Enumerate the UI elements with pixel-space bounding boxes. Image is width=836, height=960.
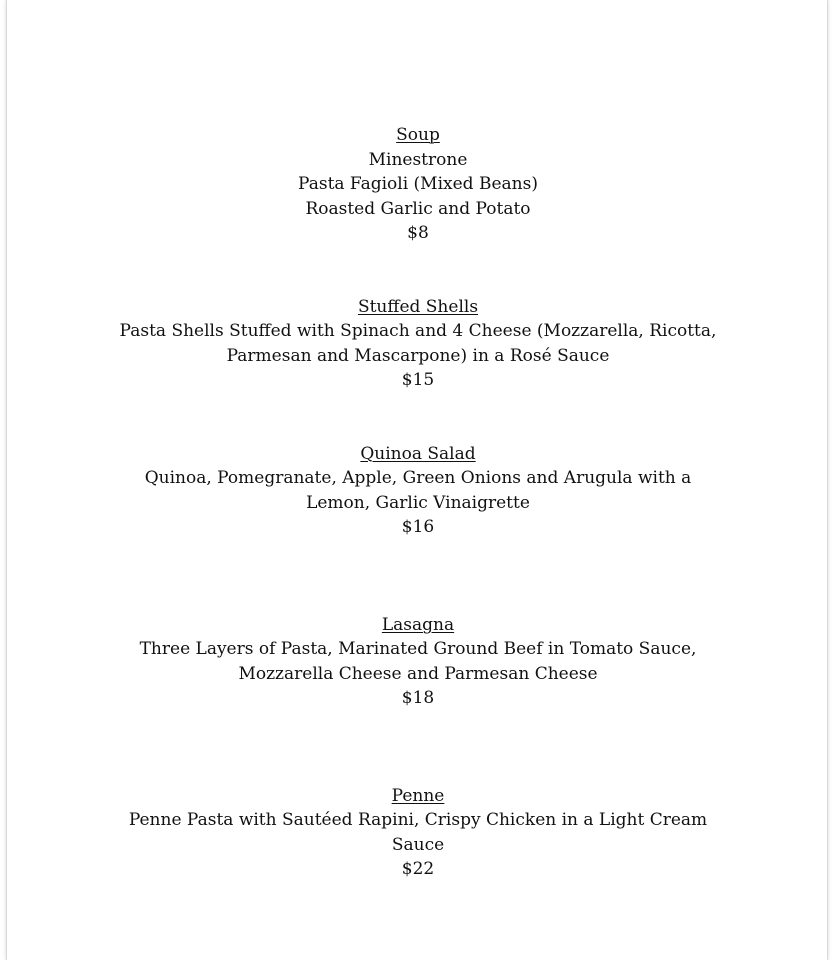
- menu-section-lasagna: [7, 613, 829, 711]
- item-price: $22: [401, 859, 435, 879]
- menu-section-stuffed-shells: [7, 295, 829, 393]
- menu-list: [7, 123, 829, 882]
- item-description-line: Quinoa, Pomegranate, Apple, Green Onions and Arugula with a: [144, 468, 692, 488]
- item-description-line: Pasta Shells Stuffed with Spinach and 4 Cheese (Mozzarella, Ricotta,: [119, 321, 717, 341]
- item-price: $16: [401, 517, 435, 537]
- menu-page: [6, 0, 828, 960]
- item-price: $18: [401, 688, 435, 708]
- menu-section-quinoa-salad: [7, 442, 829, 540]
- item-title: Stuffed Shells: [357, 296, 479, 317]
- item-description-line: Minestrone: [368, 149, 468, 170]
- item-price: $8: [407, 223, 429, 243]
- item-price: $15: [401, 370, 435, 390]
- item-description-line: Penne Pasta with Sautéed Rapini, Crispy Chicken in a Light Cream: [128, 810, 708, 830]
- item-title: Lasagna: [381, 614, 455, 635]
- item-description-line: Mozzarella Cheese and Parmesan Cheese: [238, 663, 598, 684]
- item-description-line: Pasta Fagioli (Mixed Beans): [298, 174, 538, 194]
- item-description-line: Roasted Garlic and Potato: [305, 198, 531, 219]
- menu-section-penne: [7, 784, 829, 882]
- item-title: Quinoa Salad: [360, 443, 476, 464]
- item-description-line: Lemon, Garlic Vinaigrette: [306, 492, 530, 513]
- item-title: Soup: [396, 125, 440, 145]
- item-description-line: Three Layers of Pasta, Marinated Ground Beef in Tomato Sauce,: [139, 639, 697, 659]
- item-description-line: Parmesan and Mascarpone) in a Rosé Sauce: [226, 345, 610, 366]
- item-title: Penne: [391, 785, 445, 806]
- menu-section-soup: [7, 123, 829, 246]
- item-description-line: Sauce: [391, 834, 445, 855]
